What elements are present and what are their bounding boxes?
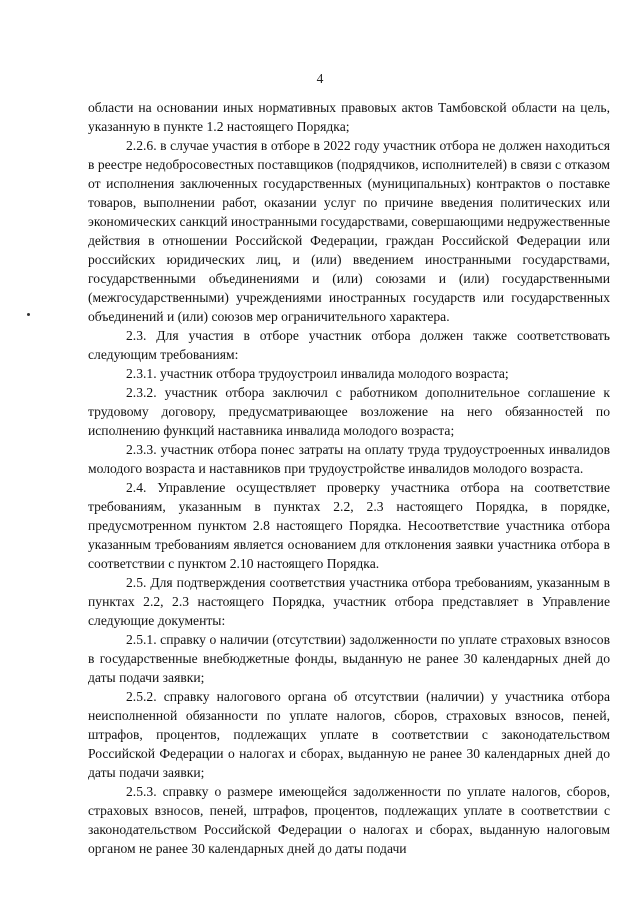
scan-speck bbox=[27, 313, 30, 316]
paragraph-continuation: области на основании иных нормативных правовых актов Тамбовской области на цель, указанную в пункте 1.2 настоящего Порядка; bbox=[88, 100, 610, 134]
document-body bbox=[88, 98, 610, 858]
paragraph-2-3: 2.3. Для участия в отборе участник отбора должен также соответствовать следующим требованиям: bbox=[88, 328, 610, 362]
page-number: 4 bbox=[316, 71, 324, 86]
paragraph-2-5-1: 2.5.1. справку о наличии (отсутствии) задолженности по уплате страховых взносов в государственные внебюджетные фонды, выданную не ранее 30 календарных дней до даты подачи заявки; bbox=[88, 632, 610, 685]
paragraph-2-5-3: 2.5.3. справку о размере имеющейся задолженности по уплате налогов, сборов, страховых взносов, пеней, штрафов, процентов, подлежащих уплате в соответствии с законодательством Российской Федерации о налогах и сборах, выданную налоговым органом не ранее 30 календарных дней до даты подачи bbox=[88, 784, 610, 856]
paragraph-2-3-3: 2.3.3. участник отбора понес затраты на оплату труда трудоустроенных инвалидов молодого возраста и наставников при трудоустройстве инвалидов молодого возраста. bbox=[88, 442, 610, 476]
paragraph-2-3-1: 2.3.1. участник отбора трудоустроил инвалида молодого возраста; bbox=[126, 366, 509, 381]
paragraph-2-3-2: 2.3.2. участник отбора заключил с работником дополнительное соглашение к трудовому договору, предусматривающее возложение на него обязанностей по исполнению функций наставника инвалида молодого возраста; bbox=[88, 385, 610, 438]
paragraph-2-2-6: 2.2.6. в случае участия в отборе в 2022 году участник отбора не должен находиться в реестре недобросовестных поставщиков (подрядчиков, исполнителей) в связи с отказом от исполнения заключенных государственных (муниципальных) контрактов о поставке товаров, выполнении работ, оказании услуг по причине введения политических или экономических санкций иностранными государствами, совершающими недружественные действия в отношении Российской Федерации, граждан Российской Федерации или российских юридических лиц, и (или) введением иностранными государствами, государственными объединениями и (или) союзами и (или) государственными (межгосударственными) учреждениями иностранных государств или государственных объединений и (или) союзов мер ограничительного характера. bbox=[88, 138, 610, 324]
paragraph-2-5: 2.5. Для подтверждения соответствия участника отбора требованиям, указанным в пунктах 2.2, 2.3 настоящего Порядка, участник отбора представляет в Управление следующие документы: bbox=[88, 575, 610, 628]
paragraph-2-4: 2.4. Управление осуществляет проверку участника отбора на соответствие требованиям, указанным в пунктах 2.2, 2.3 настоящего Порядка, в порядке, предусмотренном пунктом 2.8 настоящего Порядка. Несоответствие участника отбора указанным требованиям является основанием для отклонения заявки участника отбора в соответствии с пунктом 2.10 настоящего Порядка. bbox=[88, 480, 610, 571]
paragraph-2-5-2: 2.5.2. справку налогового органа об отсутствии (наличии) у участника отбора неисполненной обязанности по уплате налогов, сборов, страховых взносов, пеней, штрафов, процентов, подлежащих уплате в соответствии с законодательством Российской Федерации о налогах и сборах, выданную не ранее 30 календарных дней до даты подачи заявки; bbox=[88, 689, 610, 780]
